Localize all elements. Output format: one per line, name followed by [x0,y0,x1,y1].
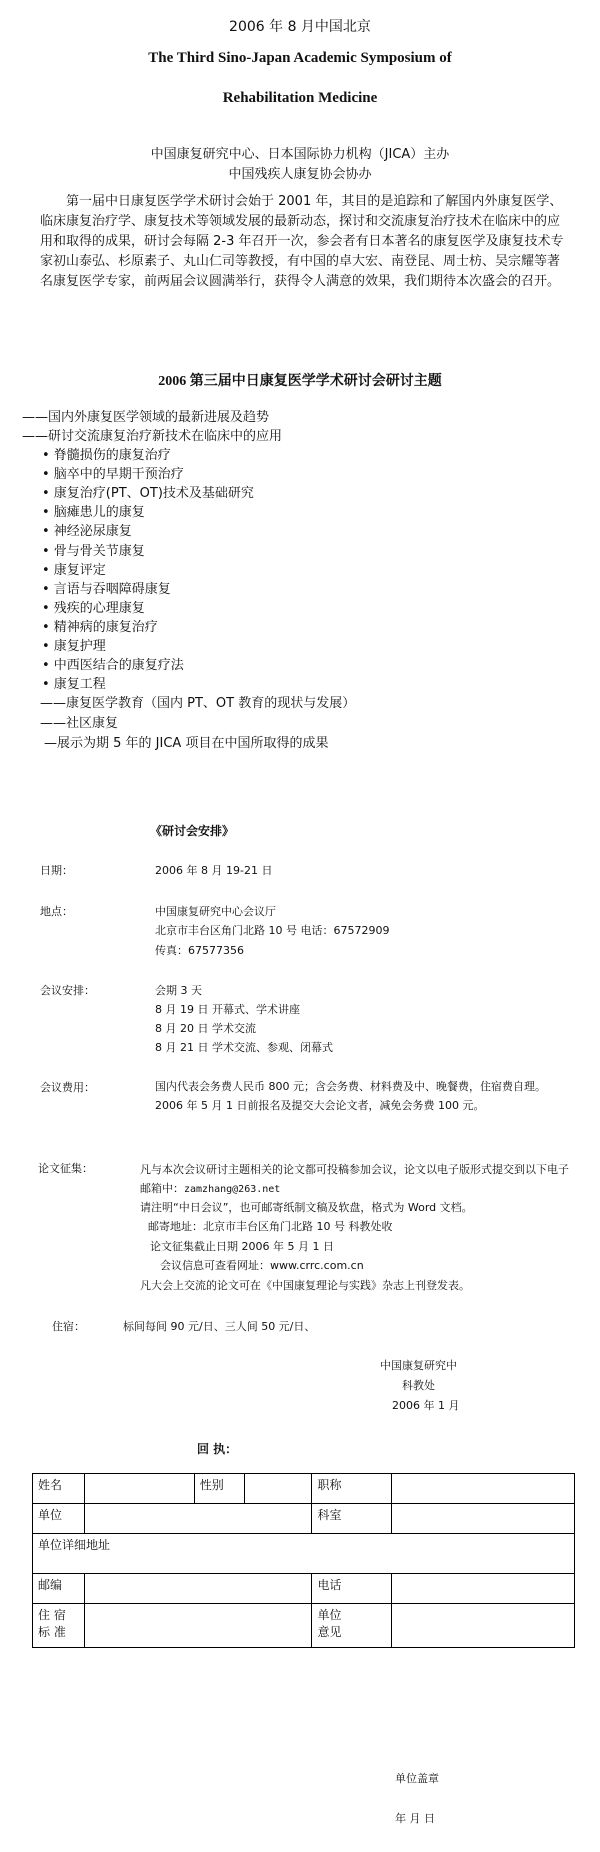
signature-date: 2006 年 1 月 [392,1399,460,1412]
agenda-duration: 会期 3 天 [155,984,202,997]
place-address: 北京市丰台区角门北路 10 号 电话：67572909 [155,924,390,937]
papers-publish: 凡大会上交流的论文可在《中国康复理论与实践》杂志上刊登发表。 [140,1279,470,1292]
place-name: 中国康复研究中心会议厅 [155,905,276,918]
job-title-field[interactable] [392,1474,575,1504]
papers-mail: 邮寄地址：北京市丰台区角门北路 10 号 科教处收 [148,1220,393,1233]
topic-bullet-item: • 中西医结合的康复疗法 [42,658,184,674]
topic-bullet-item: • 康复治疗(PT、OT)技术及基础研究 [42,486,254,502]
receipt-title: 回 执： [197,1442,238,1456]
unit-field[interactable] [84,1504,312,1534]
schedule-title: 《研讨会安排》 [150,824,235,838]
topics-title: 2006 第三届中日康复医学学术研讨会研讨主题 [158,374,442,389]
topic-bullet-item: • 残疾的心理康复 [42,600,145,616]
fee-text: 国内代表会务费人民币 800 元；含会务费、材料费及中、晚餐费，住宿费自理。2006 年 5 月 1 日前报名及提交大会论文者，减免会务费 100 元。 [155,1080,546,1112]
postcode-field[interactable] [84,1574,312,1604]
lodging-std-label [33,1604,85,1648]
date-label: 日期： [40,864,73,877]
receipt-form-table [32,1473,575,1648]
agenda-item-1: 8 月 19 日 开幕式、学术讲座 [155,1003,300,1016]
place-label: 地点： [40,905,73,918]
date-value: 2006 年 8 月 19-21 日 [155,864,273,877]
papers-web: 会议信息可查看网址：www.crrc.com.cn [160,1259,364,1272]
unit-label: 单位 [33,1504,85,1534]
topic-extra-item: ——康复医学教育（国内 PT、OT 教育的现状与发展） [40,696,356,712]
organizers-line2: 中国残疾人康复协会协办 [228,167,372,182]
gender-label: 性别 [194,1474,244,1504]
lodging-label: 住宿： [52,1320,85,1333]
lodging-std-label-2: 标 准 [38,1625,66,1639]
topic-bullet-item: • 康复护理 [42,639,106,654]
agenda-label: 会议安排： [40,984,95,997]
gender-field[interactable] [244,1474,312,1504]
organizers-line1: 中国康复研究中心、日本国际协力机构（JICA）主办 [150,147,450,162]
event-date-place: 2006 年 8 月中国北京 [229,19,371,35]
topic-bullet-item: • 骨与骨关节康复 [42,543,145,559]
department-field[interactable] [392,1504,575,1534]
lodging-std-label-1: 住 宿 [38,1608,66,1622]
address-cell[interactable] [33,1534,575,1574]
unit-opinion-label [312,1604,392,1648]
name-field[interactable] [84,1474,194,1504]
postcode-label: 邮编 [33,1574,85,1604]
topic-main-item: ——研讨交流康复治疗新技术在临床中的应用 [22,429,283,444]
title-en-line2: Rehabilitation Medicine [222,90,378,106]
papers-email[interactable]: zamzhang@263.net [184,1184,281,1195]
stamp-date: 年 月 日 [395,1812,435,1825]
intro-paragraph: 第一届中日康复医学学术研讨会始于 2001 年，其目的是追踪和了解国内外康复医学、临床康复治疗学、康复技术等领域发展的最新动态，探讨和交流康复治疗技术在临床中的应用和取得的成果，研讨会每隔 2-3 年召开一次，参会者有日本著名的康复医学及康复技术专家初山泰弘、杉原素子、丸山仁司等教授，有中国的卓大宏、南登昆、周士枋、吴宗耀等著名康复医学专家，前两届会议圆满举行，获得令人满意的效果，我们期待本次盛会的召开。 [40,194,564,289]
topic-extra-item: —展示为期 5 年的 JICA 项目在中国所取得的成果 [44,736,329,752]
unit-opinion-field[interactable] [392,1604,575,1648]
agenda-item-3: 8 月 21 日 学术交流、参观、闭幕式 [155,1041,333,1054]
lodging-std-field[interactable] [84,1604,312,1648]
unit-opinion-label-2: 意见 [317,1625,342,1639]
agenda-item-2: 8 月 20 日 学术交流 [155,1022,256,1035]
topic-bullet-item: • 言语与吞咽障碍康复 [42,581,171,597]
topic-bullet-item: • 康复工程 [42,677,106,693]
papers-note: 请注明“中日会议”，也可邮寄纸制文稿及软盘，格式为 Word 文档。 [140,1201,473,1214]
topic-bullet-item: • 康复评定 [42,562,106,578]
signature-org: 中国康复研究中 [380,1359,457,1372]
address-label: 单位详细地址 [38,1538,111,1552]
papers-text-wrap [140,1160,570,1199]
lodging-text: 标间每间 90 元/日、三人间 50 元/日、 [123,1320,316,1333]
unit-opinion-label-1: 单位 [317,1608,342,1622]
papers-deadline: 论文征集截止日期 2006 年 5 月 1 日 [150,1240,334,1253]
topic-bullet-item: • 神经泌尿康复 [42,524,132,540]
fee-label: 会议费用： [40,1081,95,1094]
topic-bullet-item: • 脊髓损伤的康复治疗 [42,448,171,463]
signature-dept: 科教处 [402,1379,435,1392]
name-label: 姓名 [33,1474,85,1504]
title-en-line1: The Third Sino-Japan Academic Symposium of [148,50,452,66]
topic-main-item: ——国内外康复医学领域的最新进展及趋势 [22,410,270,425]
phone-label: 电话 [312,1574,392,1604]
place-fax: 传真：67577356 [155,944,244,957]
topic-bullet-item: • 脑卒中的早期干预治疗 [42,467,184,483]
phone-field[interactable] [392,1574,575,1604]
topic-extra-item: ——社区康复 [40,716,119,732]
job-title-label: 职称 [312,1474,392,1504]
papers-text: 凡与本次会议研讨主题相关的论文都可投稿参加会议，论文以电子版形式提交到以下电子邮箱中： [140,1163,569,1195]
topic-bullet-item: • 精神病的康复治疗 [42,619,158,635]
topic-bullet-item: • 脑瘫患儿的康复 [42,505,145,521]
papers-label: 论文征集： [38,1162,93,1175]
department-label: 科室 [312,1504,392,1534]
stamp-label: 单位盖章 [395,1772,439,1785]
